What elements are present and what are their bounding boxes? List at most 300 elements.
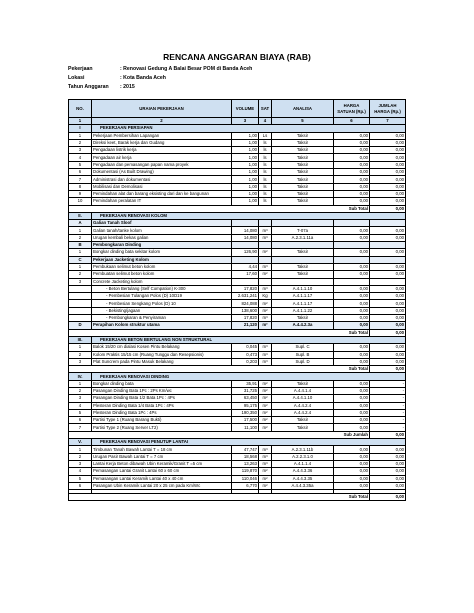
table-row [69,176,406,183]
row-description: Pekerjaan Pembersihan Lapangan [92,132,232,139]
section-row [69,373,406,380]
row-total-price: 0,00 [370,234,406,241]
column-number: 7 [370,118,406,125]
row-unit: ls [259,139,272,146]
row-analysis: A.4.1.1.17 [272,293,334,300]
row-volume: 1,00 [232,176,259,183]
row-analysis: Taksir [272,176,334,183]
row-volume: 2.631,241 [232,293,259,300]
section-number: III. [69,336,92,343]
header-jumlah-harga: JUMLAH HARGA (Rp.) [370,100,406,118]
table-row [69,154,406,161]
row-number: 4 [69,154,92,161]
row-analysis: A.4.1.1.10 [272,285,334,292]
table-row [69,132,406,139]
table-row [69,183,406,190]
row-total-price: 0,00 [370,315,406,322]
row-unit-price: 0,00 [334,395,370,402]
row-unit-price: 0,00 [334,300,370,307]
row-unit: m³ [259,446,272,453]
row-volume: 138,600 [232,307,259,314]
row-unit: m² [259,482,272,489]
table-row [69,409,406,416]
row-total-price: 0,00 [370,446,406,453]
row-unit: ls [259,176,272,183]
row-unit: m³ [259,227,272,234]
row-total-price: 0,00 [370,198,406,205]
row-number: 2 [69,139,92,146]
row-number: 2 [69,351,92,358]
row-analysis: Taksir [272,183,334,190]
row-unit: ls [259,169,272,176]
row-analysis: Taksir [272,315,334,322]
row-total-price: 0,00 [370,293,406,300]
table-row [69,482,406,489]
row-unit: m² [259,249,272,256]
row-unit-price [334,256,370,263]
row-analysis: A.4.4.2.4 [272,402,334,409]
row-unit-price: 0,00 [334,271,370,278]
table-row [69,139,406,146]
row-analysis: Taksir [272,169,334,176]
subtotal-value: 0,00 [370,494,406,501]
row-total-price: 0,00 [370,190,406,197]
row-description: Balok 15/20 cm dialasi Kosen Pintu Belakang [92,344,232,351]
header-uraian: URAIAN PEKERJAAN [92,100,232,118]
row-analysis: Supl. D [272,358,334,365]
row-unit: ls [259,190,272,197]
row-analysis: A.4.4.2.3a [272,322,334,329]
row-volume: 18,568 [232,453,259,460]
row-unit: ls [259,183,272,190]
row-volume: 14,080 [232,227,259,234]
table-row [69,278,406,285]
table-row [69,460,406,467]
row-description: Perapihan Kolom struktur utama [92,322,232,329]
header-sat: SAT [259,100,272,118]
table-row [69,307,406,314]
row-unit-price: 0,00 [334,227,370,234]
row-number: 10 [69,198,92,205]
subtotal-row [69,431,406,438]
table-row [69,453,406,460]
row-unit: m² [259,402,272,409]
row-description: Urugan Pasir Bawah Lantai T = 7 cm [92,453,232,460]
row-number: 7 [69,176,92,183]
subsection-row [69,322,406,329]
row-description: Pengadaan listrik kerja [92,147,232,154]
meta-line [68,84,135,90]
row-number: 1 [69,249,92,256]
row-number: 1 [69,132,92,139]
subsection-row [69,242,406,249]
table-row [69,227,406,234]
header-no: NO. [69,100,92,118]
meta-value: : 2015 [120,84,135,90]
row-unit [259,256,272,263]
row-total-price: 0,00 [370,249,406,256]
row-volume: 1,00 [232,183,259,190]
table-row [69,395,406,402]
subsection-row [69,256,406,263]
row-analysis: T-07a [272,227,334,234]
column-number: 3 [232,118,259,125]
row-description: Pekerjaan Jacketing Kolom [92,256,232,263]
row-number: 5 [69,475,92,482]
column-number: 5 [272,118,334,125]
row-description: Concrete Jacketing kolom [92,278,232,285]
row-total-price: 0,00 [370,358,406,365]
row-total-price [370,256,406,263]
header-volume: VOLUME [232,100,259,118]
row-analysis: Taksir [272,380,334,387]
section-number: II. [69,212,92,219]
subtotal-row [69,329,406,336]
row-description: Plesteran Dinding Bata 1Pc : 4Ps [92,409,232,416]
row-unit [259,242,272,249]
subtotal-value: 0,00 [370,366,406,373]
row-analysis: Taksir [272,139,334,146]
row-total-price [370,278,406,285]
row-volume: 17,820 [232,285,259,292]
row-number: 7 [69,424,92,431]
row-total-price: - [370,387,406,394]
row-volume: 824,088 [232,300,259,307]
row-volume: 21,120 [232,322,259,329]
row-number: 3 [69,395,92,402]
row-unit-price: 0,00 [334,351,370,358]
row-volume [232,256,259,263]
section-number: IV. [69,373,92,380]
row-unit-price: 0,00 [334,460,370,467]
row-total-price: 0,00 [370,300,406,307]
row-unit: m² [259,300,272,307]
row-volume: 1,00 [232,139,259,146]
row-volume: 1,00 [232,169,259,176]
row-unit: m² [259,424,272,431]
row-total-price: 0,00 [370,263,406,270]
column-number-row [69,118,406,125]
row-description: Pengadaan dan pemasangan papan nama proyek [92,161,232,168]
row-analysis: A.4.4.3.36 [272,468,334,475]
row-total-price: 0,00 [370,132,406,139]
column-number: 1 [69,118,92,125]
row-analysis: Taksir [272,417,334,424]
row-volume: 47,747 [232,446,259,453]
row-analysis: A.4.1.1.22 [272,307,334,314]
row-number [69,300,92,307]
row-total-price: - [370,417,406,424]
row-unit: m³ [259,315,272,322]
section-row [69,212,406,219]
row-number: 6 [69,417,92,424]
table-header-row [69,100,406,118]
table-row [69,315,406,322]
row-unit-price: 0,00 [334,322,370,329]
row-volume: 0,473 [232,351,259,358]
row-unit: Kg [259,293,272,300]
row-volume: 6,770 [232,482,259,489]
table-row [69,169,406,176]
section-row [69,125,406,132]
row-number: 1 [69,227,92,234]
row-number: A [69,220,92,227]
row-total-price: 0,00 [370,285,406,292]
row-number: 5 [69,409,92,416]
row-unit-price: 0,00 [334,453,370,460]
row-analysis: Taksir [272,249,334,256]
table-row [69,300,406,307]
row-number: 1 [69,344,92,351]
row-volume: 95,175 [232,402,259,409]
row-description: Pemasangan Lantai Keramik Lantai 40 x 40 cm [92,475,232,482]
row-analysis: Taksir [272,263,334,270]
rab-table [68,99,406,501]
row-description: Pengadaan air kerja [92,154,232,161]
subtotal-value: 0,00 [370,329,406,336]
section-row [69,336,406,343]
row-total-price: 0,00 [370,482,406,489]
table-row [69,344,406,351]
row-number: B [69,242,92,249]
table-row [69,424,406,431]
row-total-price: 0,00 [370,344,406,351]
row-number: 2 [69,234,92,241]
row-total-price: 0,00 [370,307,406,314]
row-analysis [272,242,334,249]
row-volume: 11,100 [232,424,259,431]
row-analysis: A.4.4.2.4 [272,409,334,416]
row-analysis [272,256,334,263]
meta-line [68,66,252,72]
row-unit-price: 0,00 [334,307,370,314]
table-row [69,198,406,205]
row-description: Bongkar dinding bata [92,380,232,387]
meta-key: Pekerjaan [68,66,93,72]
column-number: 6 [334,118,370,125]
row-total-price: - [370,409,406,416]
row-unit: m³ [259,344,272,351]
row-volume: 1,00 [232,147,259,154]
row-number: 2 [69,271,92,278]
row-analysis: A.4.4.1.4 [272,387,334,394]
row-analysis: Supl. B [272,351,334,358]
subtotal-row [69,366,406,373]
row-unit-price: 0,00 [334,147,370,154]
row-unit-price: 0,00 [334,409,370,416]
row-number: 3 [69,358,92,365]
table-row [69,285,406,292]
section-row [69,439,406,446]
row-volume: 17,500 [232,417,259,424]
row-total-price: 0,00 [370,139,406,146]
row-analysis: A.2.2.3.1.0 [272,453,334,460]
row-unit [259,220,272,227]
row-volume: 13,263 [232,460,259,467]
row-unit: m³ [259,285,272,292]
column-number: 4 [259,118,272,125]
row-unit: m² [259,475,272,482]
row-volume: 17,60 [232,271,259,278]
row-unit-price: 0,00 [334,183,370,190]
meta-value: : Renovasi Gedung A Balai Besar POM di Banda Aceh [120,66,253,72]
row-description: Plesteran Dinding Bata 1/4 Bata 1Pc : 4Ps [92,402,232,409]
row-analysis: Taksir [272,424,334,431]
row-volume: 119,870 [232,468,259,475]
row-volume: 1,00 [232,161,259,168]
row-unit-price: 0,00 [334,358,370,365]
row-number: 3 [69,460,92,467]
row-total-price [370,242,406,249]
row-volume [232,220,259,227]
column-number: 2 [92,118,232,125]
row-unit-price: 0,00 [334,154,370,161]
row-analysis: Taksir [272,147,334,154]
row-description: Galian tanah/tanke kolom [92,227,232,234]
row-number: 1 [69,263,92,270]
row-description: Pemindahan peralatan IT [92,198,232,205]
subtotal-label: Sub Total [69,205,370,212]
row-number: 3 [69,278,92,285]
row-analysis: Supl. C [272,344,334,351]
table-row [69,234,406,241]
subtotal-label: Sub Total [69,329,370,336]
row-unit-price: 0,00 [334,176,370,183]
row-number [69,307,92,314]
row-number: 4 [69,468,92,475]
subtotal-label: Sub Jumlah [69,431,370,438]
row-description: Pasangan Ubin Keramik Lantai 20 x 25 cm pada Km/Wc [92,482,232,489]
row-unit: m² [259,322,272,329]
row-unit-price: 0,00 [334,402,370,409]
section-number: V. [69,439,92,446]
row-volume: 31,725 [232,387,259,394]
row-description: Dokumentasi (As Built Drawing) [92,169,232,176]
header-analisa: ANALISA [272,100,334,118]
row-unit: ls [259,161,272,168]
row-volume: 17,820 [232,315,259,322]
row-number: D [69,322,92,329]
row-total-price: - [370,424,406,431]
row-analysis: A.4.1.1.17 [272,300,334,307]
row-description: Pembuatan selimut beton kolom [92,271,232,278]
row-description: Kolom Praktis 15/15 cm (Ruang Tunggu dan Resepsionis) [92,351,232,358]
row-total-price: 0,00 [370,271,406,278]
row-unit: m³ [259,358,272,365]
row-unit-price: 0,00 [334,198,370,205]
row-volume: 1,00 [232,132,259,139]
meta-key: Lokasi [68,75,85,81]
table-row [69,387,406,394]
row-unit: m³ [259,263,272,270]
row-total-price: - [370,402,406,409]
row-analysis: A.4.4.1.10 [272,395,334,402]
row-number: 4 [69,402,92,409]
row-unit: m² [259,380,272,387]
row-number [69,285,92,292]
row-unit: m³ [259,351,272,358]
row-total-price: - [370,380,406,387]
row-number [69,293,92,300]
row-unit: m² [259,395,272,402]
row-description: Timbunan Tanah Bawah Lantai T = 18 cm [92,446,232,453]
row-unit: m² [259,409,272,416]
row-total-price: 0,00 [370,351,406,358]
row-number: 1 [69,446,92,453]
row-unit: m³ [259,460,272,467]
row-unit: ls [259,198,272,205]
row-number: 2 [69,387,92,394]
row-number [69,315,92,322]
row-unit-price: 0,00 [334,190,370,197]
table-row [69,351,406,358]
row-description: Bongkar dinding bata sekitar kolom [92,249,232,256]
row-analysis: A.2.3.1.11b [272,446,334,453]
section-title: PEKERJAAN PERSIAPAN [92,125,406,132]
row-description: Pemasangan Lantai Granit Lantai 60 x 60 cm [92,468,232,475]
row-analysis: Taksir [272,190,334,197]
table-row [69,271,406,278]
row-total-price: - [370,395,406,402]
section-title: PEKERJAAN RENOVASI PENUTUP LANTAI [92,439,406,446]
row-description: Pembongkaran Dinding [92,242,232,249]
table-row [69,190,406,197]
row-analysis: Taksir [272,271,334,278]
row-unit-price [334,242,370,249]
row-number: C [69,256,92,263]
row-volume: 0,203 [232,358,259,365]
row-description: Lantai Kerja Beton dibawah Ubin Keramik/Granit T =5 cm [92,460,232,467]
row-total-price: 0,00 [370,453,406,460]
row-total-price: 0,00 [370,169,406,176]
row-unit-price: 0,00 [334,293,370,300]
row-unit: ls [259,147,272,154]
row-number: 5 [69,161,92,168]
row-volume: 14,080 [232,234,259,241]
table-row [69,161,406,168]
row-number: 6 [69,482,92,489]
row-analysis: Taksir [272,154,334,161]
row-unit: m² [259,307,272,314]
row-volume: 1,00 [232,154,259,161]
row-unit-price: 0,00 [334,263,370,270]
meta-value: : Kota Banda Aceh [120,75,166,81]
row-unit-price: 0,00 [334,387,370,394]
row-total-price [370,220,406,227]
row-description: Plat Suncrem pada Pintu Masuk Belakang [92,358,232,365]
row-analysis: A.4.4.3.35 [272,475,334,482]
row-description: - Beton Bertulang (Self Compation) K-300 [92,285,232,292]
row-description: Pembukaan selimut beton kolom [92,263,232,270]
table-row [69,417,406,424]
row-total-price: 0,00 [370,475,406,482]
row-description: Urugan kembali bekas galian [92,234,232,241]
table-row [69,468,406,475]
row-analysis: Taksir [272,198,334,205]
row-description: Mobilisasi dan Demolisasi [92,183,232,190]
meta-key: Tahun Anggaran [68,84,109,90]
row-unit: m² [259,271,272,278]
table-row [69,358,406,365]
row-description: Direksi keet, Barak kerja dan Gudang [92,139,232,146]
subtotal-value: 0,00 [370,205,406,212]
table-row [69,147,406,154]
row-analysis [272,278,334,285]
table-row [69,380,406,387]
row-unit: ls [259,154,272,161]
table-row [69,249,406,256]
row-analysis: Taksir [272,161,334,168]
